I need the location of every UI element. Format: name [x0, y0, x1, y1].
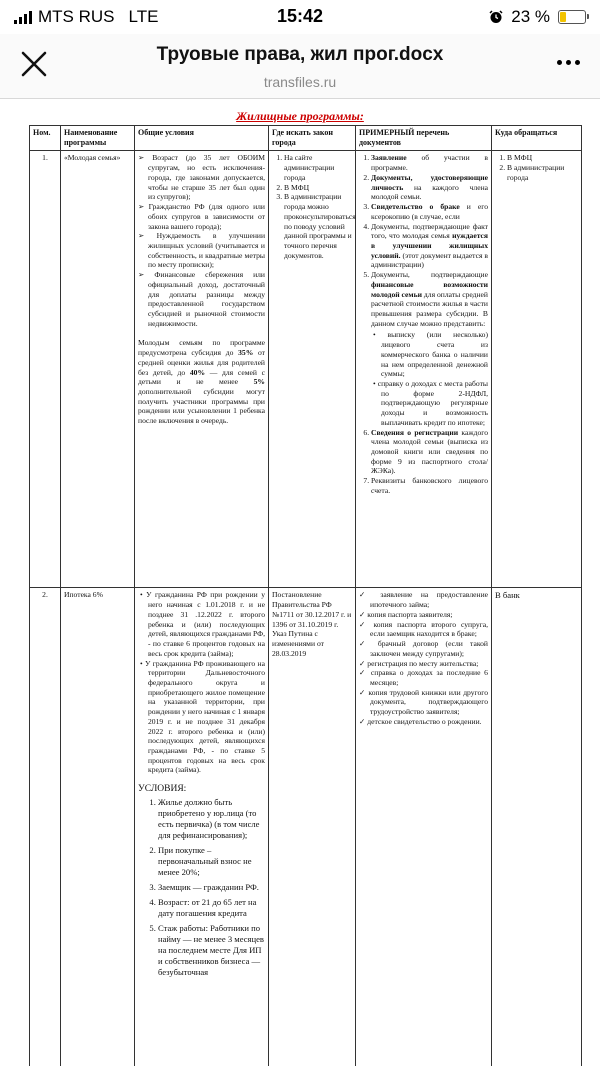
battery-percent: 23 % [511, 7, 550, 26]
col-header: ПРИМЕРНЫЙ перечень документов [356, 126, 492, 151]
list-item [371, 153, 488, 172]
doc-text: на каждого члена молодой семьи. [371, 182, 489, 202]
list-item: ✓ регистрация по месту жительства; [370, 659, 488, 669]
row-number: 1. [30, 151, 61, 588]
program-name: «Молодая семья» [61, 151, 135, 588]
list-item: 3. В администрации города можно проконсультироваться по поводу условий данной программы и точного перечня документов. [284, 192, 352, 260]
list-item [371, 222, 488, 271]
doc-text: и его ксерокопию (в случае, если [371, 202, 488, 221]
list-item: 3. Заемщик — гражданин РФ. [158, 882, 265, 893]
list-item: ✓ справка о доходах за последние 6 месяцев; [370, 668, 488, 687]
clock: 15:42 [276, 6, 324, 26]
documents-list [356, 151, 492, 588]
doc-text: об участии в программе. [371, 153, 488, 173]
list-item: ✓ копия паспорта второго супруга, если заемщик находится в браке; [370, 620, 488, 639]
subsidy-text: от средней оценки жилья для родителей без детей, до [138, 348, 265, 377]
list-item: 2. При покупке – первоначальный взнос не менее 20%; [158, 845, 265, 878]
list-item: 2. В администрации города [507, 163, 578, 182]
programs-table [29, 125, 582, 1066]
where-to-find: Постановление Правительства РФ №1711 от 30.12.2017 г. и 1396 от 31.10.2019 г. Указ Путина с изменениями от 28.03.2019 [269, 588, 356, 1066]
row-number: 2. [30, 588, 61, 1066]
battery-level [560, 12, 566, 22]
col-header: Где искать закон города [269, 126, 356, 151]
col-header: Куда обращаться [492, 126, 582, 151]
list-item: ✓ копия паспорта заявителя; [370, 610, 488, 620]
list-item: ➢ Финансовые сбережения или официальный доход, достаточный для доплаты разницы между предоставленной государством субсидией и рыночной стоимости недвижимости. [148, 270, 265, 328]
list-item: 1. В МФЦ [507, 153, 578, 163]
doc-bold: Свидетельство о браке [371, 202, 460, 212]
page-heading: Жилищные программы: [236, 109, 364, 123]
list-item [371, 202, 488, 221]
list-item: 1. Жилье должно быть приобретено у юр.лица (то есть первичка) (в том числе для рефинансирования); [158, 797, 265, 841]
doc-text: (этот документ выдается в администрации) [371, 250, 488, 270]
documents-list [356, 588, 492, 1066]
subsidy-value: 40% [189, 367, 206, 377]
subsidy-text: дополнительной субсидии могут получить участники программы при рождении или усыновлении 1 ребенка после включения в очередь. [138, 387, 265, 426]
doc-bold: Документы, удостоверяющие личность [371, 172, 488, 192]
document-source: transfiles.ru [263, 74, 337, 90]
list-item: • справку о доходах с места работы по форме 2-НДФЛ, подтверждающую регулярные доходы и возможность выплачивать кредит по ипотеке; [381, 379, 488, 428]
list-item: ➢ Гражданство РФ (для одного или обоих супругов в зависимости от закона вашего города); [148, 202, 265, 231]
doc-bold: нуждается в улучшении жилищных условий. [371, 231, 488, 260]
list-item: ➢ Возраст (до 35 лет ОБОИМ супругам, но есть исключения- города, где законами допускается, чтобы не старше 35 лет был один из супругов); [148, 153, 265, 202]
general-conditions [135, 151, 269, 588]
document-header [0, 34, 600, 99]
list-item: ✓ брачный договор (если такой заключен между супругами); [370, 639, 488, 658]
status-bar [0, 0, 600, 34]
more-icon[interactable] [557, 60, 580, 65]
list-item: ➢ Нуждаемость в улучшении жилищных условий (учитывается и собственность, и квадратные метры по месту прописки); [148, 231, 265, 270]
carrier-name: MTS RUS [38, 7, 115, 26]
list-item: ✓ детское свидетельство о рождении. [370, 717, 488, 727]
list-item [371, 428, 488, 477]
list-item: • выписку (или несколько) лицевого счета из коммерческого банка о наличии на нем определенной денежной суммы; [381, 330, 488, 379]
list-item: • У гражданина РФ при рождении у него начиная с 1.01.2018 г. и не позднее 31 .12.2022 г. второго ребенка и (или) последующих детей, являющихся гражданами РФ, - по ставке 6 процентов годовых на весь срок кредита (займа); [148, 590, 265, 658]
list-item: 5. Стаж работы: Работники по найму — не менее 3 месяцев на последнем месте Для ИП и собственников бизнеса — безубыточная [158, 923, 265, 978]
list-item [371, 173, 488, 202]
table-row [30, 588, 582, 1066]
list-item: 1. На сайте администрации города [284, 153, 352, 182]
network-type: LTE [128, 7, 159, 26]
col-header: Общие условия [135, 126, 269, 151]
list-item: 4. Возраст: от 21 до 65 лет на дату погашения кредита [158, 897, 265, 919]
doc-text: Документы, подтверждающие факт того, что молодая семья [371, 221, 488, 241]
list-item: • У гражданина РФ проживающего на территории Дальневосточного федерального округа и приобретающего жилое помещение на указанной территории, при рождении у него начиная с 1 января 2019 г. и не позднее 31 декабря 2022 г. второго ребенка и (или) последующих детей, являющихся гражданами РФ, - по ставке 5 процентов годовых на весь срок кредита (займа). [148, 659, 265, 776]
doc-text: для оплаты средней расчетной стоимости жилья в части превышения размера субсидии. В данном случае можно представить: [371, 289, 488, 328]
subsidy-value: 35% [238, 348, 254, 358]
list-item: ✓ заявление на предоставление ипотечного займа; [370, 590, 488, 609]
conditions-title: УСЛОВИЯ: [138, 784, 187, 795]
document-page[interactable] [0, 99, 600, 1066]
list-item: 2. В МФЦ [284, 183, 352, 193]
list-item: ✓ копия трудовой книжки или другого документа, подтверждающего трудоустройство заявителя; [370, 688, 488, 717]
alarm-icon [489, 10, 503, 24]
list-item [371, 270, 488, 428]
subsidy-value: 5% [253, 377, 265, 387]
contact-place [492, 151, 582, 588]
table-row [30, 151, 582, 588]
contact-place: В банк [492, 588, 582, 1066]
col-header: Ном. [30, 126, 61, 151]
doc-text: каждого члена молодой семьи (выписка из домовой книги или сведения по форме 9 из паспортного стола/ ЖЭКа). [371, 427, 488, 476]
subsidy-text: — для семей с детьми и не менее [138, 367, 265, 387]
list-item: 7. Реквизиты банковского лицевого счета. [371, 476, 488, 495]
col-header: Наименование программы [61, 126, 135, 151]
program-name: Ипотека 6% [61, 588, 135, 1066]
doc-bold: финансовые возможности молодой семьи [371, 279, 488, 299]
general-conditions [135, 588, 269, 1066]
battery-icon [558, 10, 586, 24]
doc-bold: Сведения о регистрации [371, 427, 459, 437]
where-to-find [269, 151, 356, 588]
table-header-row [30, 126, 582, 151]
document-title: Труовые права, жил прог.docx [156, 44, 444, 65]
doc-text: Документы, подтверждающие [371, 270, 488, 280]
doc-bold: Заявление [371, 153, 407, 163]
subsidy-text: Молодым семьям по программе предусмотрена субсидия до [138, 338, 265, 358]
